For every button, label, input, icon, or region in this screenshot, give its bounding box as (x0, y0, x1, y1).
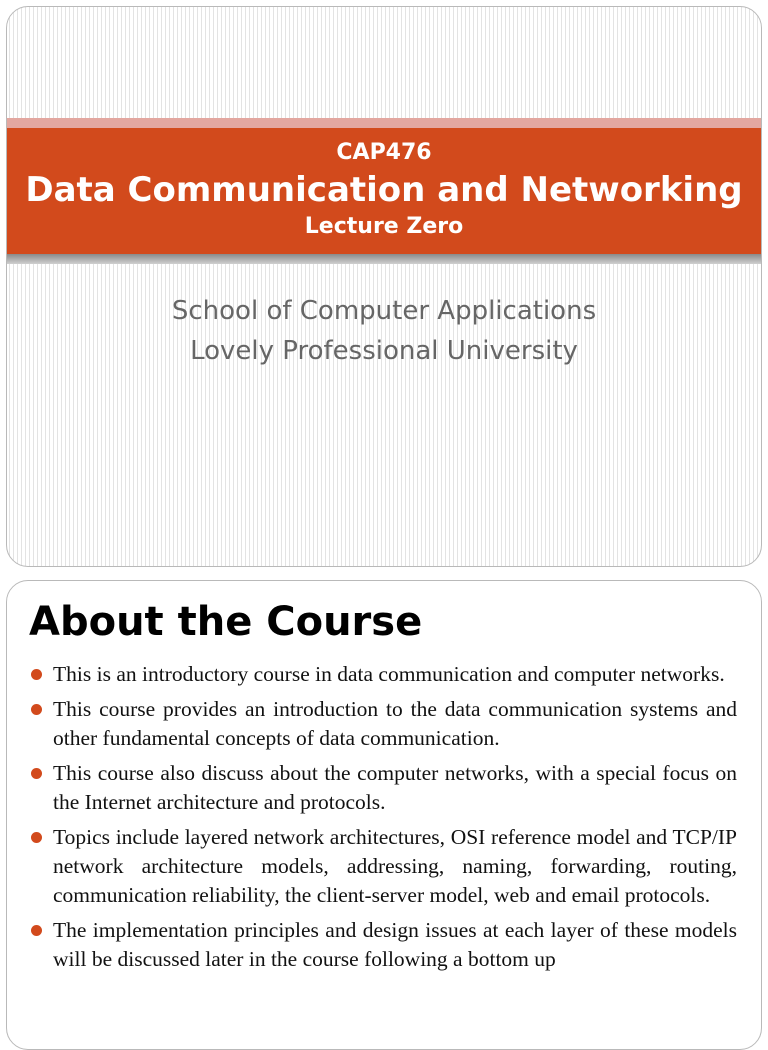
bullet-text: Topics include layered network architectures, OSI reference model and TCP/IP network architecture models, addressing, naming, forwarding, routing, communication reliability, the client-server model, web and email protocols. (53, 825, 737, 907)
slide-heading: About the Course (29, 599, 423, 645)
bullet-text: This course provides an introduction to the data communication systems and other fundamental concepts of data communication. (53, 697, 737, 750)
bullet-item (29, 695, 737, 753)
title-band (7, 128, 761, 254)
bullet-item (29, 759, 737, 817)
bullet-dot-icon (31, 704, 42, 715)
bullet-text: The implementation principles and design issues at each layer of these models will be discussed later in the course following a bottom up (53, 918, 737, 971)
course-code: CAP476 (336, 140, 432, 165)
bullet-text: This is an introductory course in data communication and computer networks. (53, 662, 725, 686)
bullet-text: This course also discuss about the computer networks, with a special focus on the Internet architecture and protocols. (53, 761, 737, 814)
bullet-item (29, 916, 737, 974)
bullet-list (29, 660, 737, 980)
title-slide (6, 6, 762, 567)
university-name: Lovely Professional University (190, 336, 578, 366)
bullet-item (29, 823, 737, 910)
bullet-dot-icon (31, 832, 42, 843)
title-band-shadow (7, 254, 761, 264)
school-name: School of Computer Applications (171, 296, 597, 326)
institution-block (7, 291, 761, 371)
bullet-item (29, 660, 737, 689)
bullet-dot-icon (31, 669, 42, 680)
about-course-slide (6, 580, 762, 1050)
title-band-highlight (7, 118, 761, 128)
course-title: Data Communication and Networking (25, 170, 743, 210)
bullet-dot-icon (31, 925, 42, 936)
lecture-label: Lecture Zero (304, 214, 464, 239)
bullet-dot-icon (31, 768, 42, 779)
